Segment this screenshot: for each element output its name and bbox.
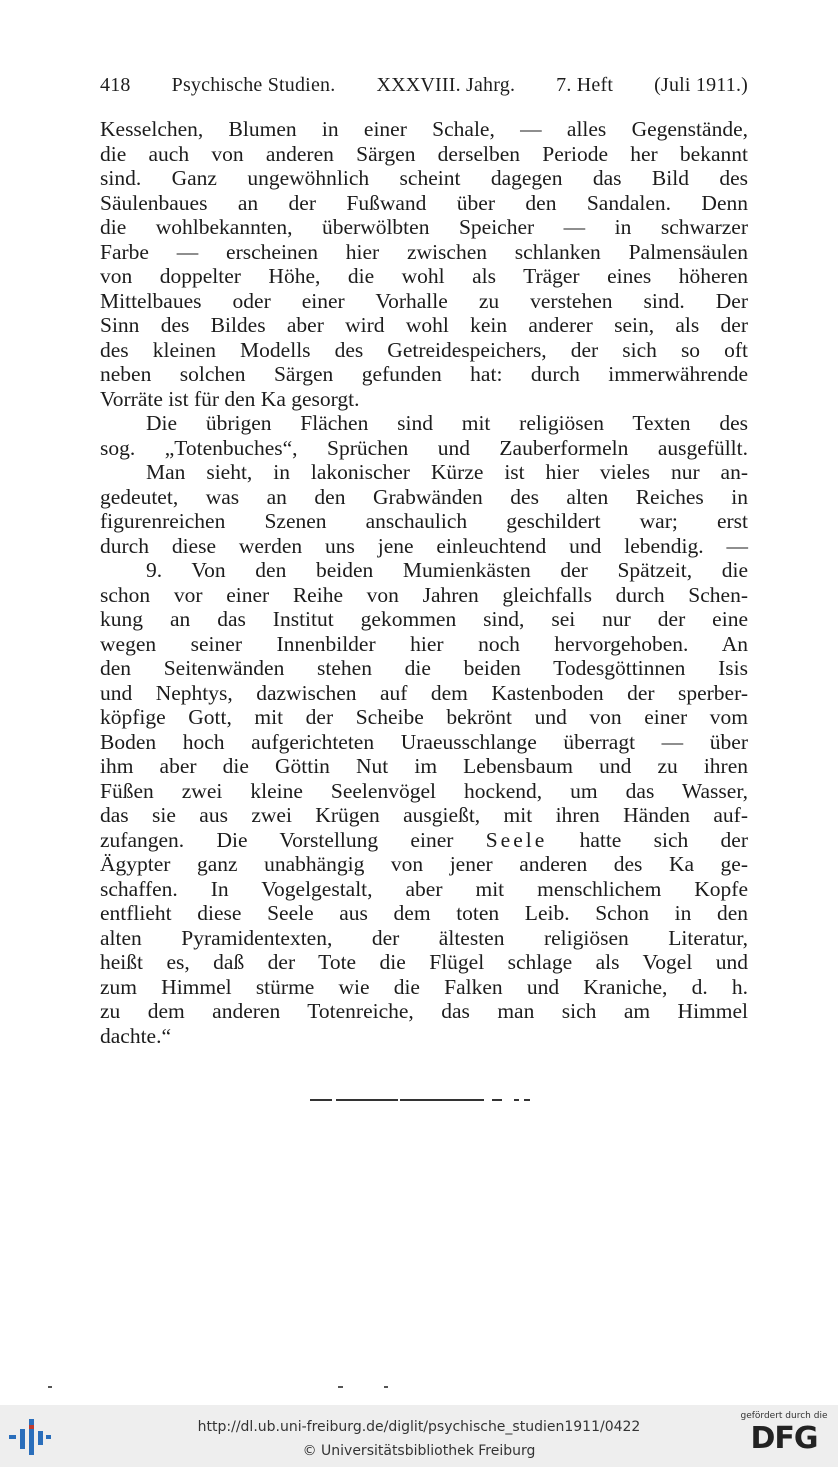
text-line: figurenreichen Szenen anschaulich geschildert war; erst [100,509,748,533]
text-line: die auch von anderen Särgen derselben Periode her bekannt [100,141,748,166]
text-line: das sie aus zwei Krügen ausgießt, mit ihren Händen auf- [100,803,748,827]
text-fragment: hatte sich der [579,827,749,852]
scan-mark [48,1386,52,1388]
text-line: neben solchen Särgen gefunden hat: durch immerwährende [100,362,748,386]
text-line: zu dem anderen Totenreiche, das man sich am Himmel [100,999,748,1023]
emphasized-word: Seele [485,827,548,852]
scan-mark [338,1386,343,1388]
document-url-link[interactable]: http://dl.ub.uni-freiburg.de/diglit/psychische_studien1911/0422 [197,1419,641,1435]
text-line: Vorräte ist für den Ka gesorgt. [100,386,360,411]
end-rule [310,1099,530,1101]
text-line: Man sieht, in lakonischer Kürze ist hier vieles nur an- [146,460,748,484]
text-line: schaffen. In Vogelgestalt, aber mit menschlichem Kopfe [100,876,748,901]
viewer-footer [0,1405,838,1467]
text-line: Boden hoch aufgerichteten Uraeusschlange überragt — über [100,729,748,754]
text-line: kung an das Institut gekommen sind, sei nur der eine [100,607,748,631]
text-line: Säulenbaues an der Fußwand über den Sandalen. Denn [100,190,748,215]
text-line: ihm aber die Göttin Nut im Lebensbaum und zu ihren [100,754,748,778]
text-line: sind. Ganz ungewöhnlich scheint dagegen das Bild des [100,166,748,190]
running-header [100,74,748,97]
dfg-tagline: gefördert durch die [740,1411,828,1421]
volume-label: XXXVIII. Jahrg. [376,74,516,96]
text-line: Die übrigen Flächen sind mit religiösen Texten des [146,411,748,435]
issue-label: 7. Heft [556,74,614,96]
text-line: Farbe — erscheinen hier zwischen schlanken Palmensäulen [100,239,748,264]
text-line: des kleinen Modells des Getreidespeichers, der sich so oft [100,337,748,362]
text-line: Kesselchen, Blumen in einer Schale, — alles Gegenstände, [100,117,748,141]
text-line: die wohlbekannten, überwölbten Speicher — in schwarzer [100,215,748,239]
text-line: von doppelter Höhe, die wohl als Träger eines höheren [100,264,748,288]
text-line: schon vor einer Reihe von Jahren gleichfalls durch Schen- [100,582,748,607]
text-line: köpfige Gott, mit der Scheibe bekrönt und von einer vom [100,705,748,729]
copyright-notice: © Universitätsbibliothek Freiburg [302,1443,536,1459]
text-line: Mittelbaues oder einer Vorhalle zu verstehen sind. Der [100,288,748,313]
text-line: 9. Von den beiden Mumienkästen der Spätzeit, die [146,558,748,582]
text-line: den Seitenwänden stehen die beiden Todesgöttinnen Isis [100,656,748,680]
text-line: entflieht diese Seele aus dem toten Leib. Schon in den [100,901,748,925]
text-line: Sinn des Bildes aber wird wohl kein anderer sein, als der [100,313,748,337]
text-line: Füßen zwei kleine Seelenvögel hockend, um das Wasser, [100,778,748,803]
body-text [100,117,748,1048]
dfg-wordmark: DFG [750,1421,818,1456]
text-line [100,828,748,853]
page-number: 418 [100,74,131,96]
text-line: dachte.“ [100,1023,172,1048]
text-line: wegen seiner Innenbilder hier noch hervorgehoben. An [100,631,748,656]
text-line: alten Pyramidentexten, der ältesten religiösen Literatur, [100,925,748,950]
dfg-logo-icon[interactable] [738,1411,830,1463]
text-line: sog. „Totenbuches“, Sprüchen und Zauberformeln ausgefüllt. [100,435,748,460]
text-line: Ägypter ganz unabhängig von jener anderen des Ka ge- [100,852,748,876]
journal-title: Psychische Studien. [171,74,336,96]
text-fragment: zufangen. Die Vorstellung einer [100,827,454,852]
text-line: gedeutet, was an den Grabwänden des alten Reiches in [100,484,748,509]
text-line: zum Himmel stürme wie die Falken und Kraniche, d. h. [100,974,748,999]
text-line: durch diese werden uns jene einleuchtend und lebendig. — [100,533,748,558]
issue-date: (Juli 1911.) [654,74,748,96]
text-line: und Nephtys, dazwischen auf dem Kastenboden der sperber- [100,680,748,705]
text-line: heißt es, daß der Tote die Flügel schlage als Vogel und [100,950,748,974]
scan-mark [384,1386,388,1388]
